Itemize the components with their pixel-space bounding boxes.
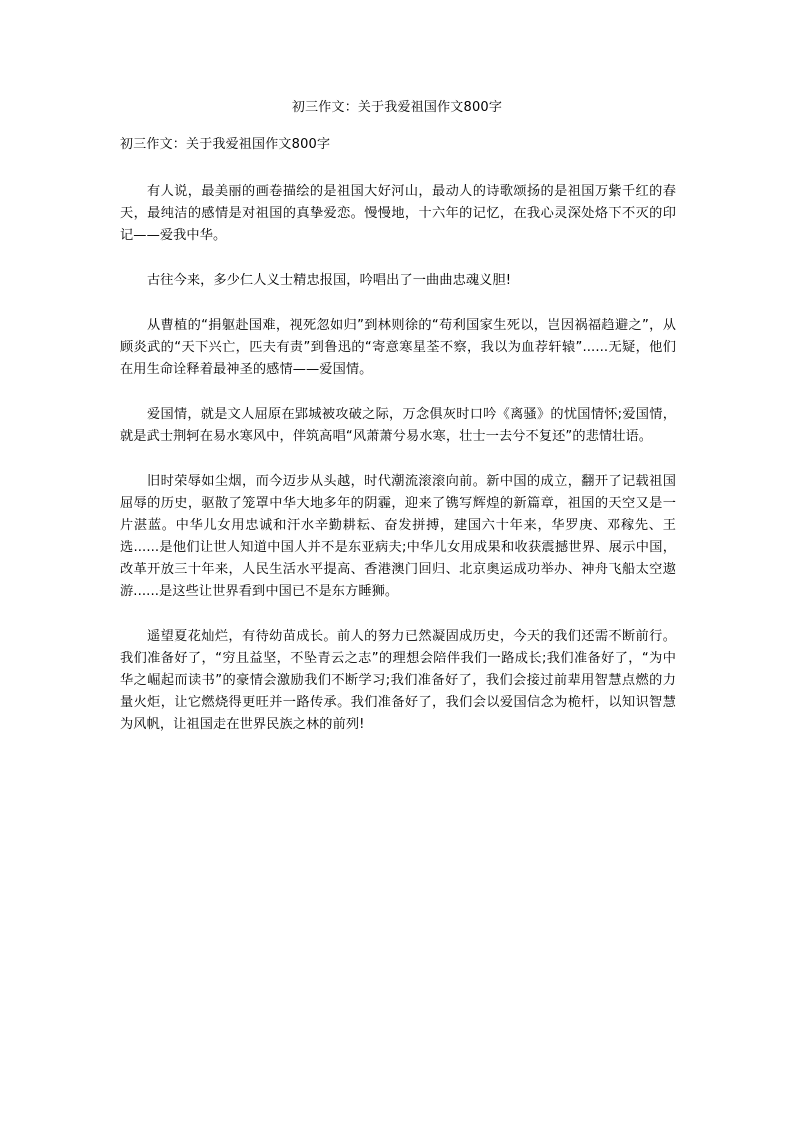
paragraph-quotes: 从曹植的“捐躯赴国难，视死忽如归”到林则徐的“苟利国家生死以，岂因祸福趋避之”，从顾炎武的“天下兴亡，匹夫有责”到鲁迅的“寄意寒星荃不察，我以为血荐轩辕”......无疑，他们在用生命诠释着最神圣的感情——爱国情。 <box>120 318 676 377</box>
paragraph-patriotism: 爱国情，就是文人屈原在郢城被攻破之际，万念俱灰时口吟《离骚》的忧国情怀;爱国情，就是武士荆轲在易水寒风中，伴筑高唱“风萧萧兮易水寒，壮士一去兮不复还”的悲情壮语。 <box>120 407 676 444</box>
document-body <box>120 181 676 759</box>
document-title: 初三作文：关于我爱祖国作文800字 <box>291 100 503 115</box>
paragraph-intro: 有人说，最美丽的画卷描绘的是祖国大好河山，最动人的诗歌颂扬的是祖国万紫千红的春天，最纯洁的感情是对祖国的真挚爱恋。慢慢地，十六年的记忆，在我心灵深处烙下不灭的印记——爱我中华。 <box>120 184 676 243</box>
paragraph-new-china: 旧时荣辱如尘烟，而今迈步从头越，时代潮流滚滚向前。新中国的成立，翻开了记载祖国屈辱的历史，驱散了笼罩中华大地多年的阴霾，迎来了镌写辉煌的新篇章，祖国的天空又是一片湛蓝。中华儿女用忠诚和汗水辛勤耕耘、奋发拼搏，建国六十年来，华罗庚、邓稼先、王选......是他们让世人知道中国人并不是东亚病夫;中华儿女用成果和收获震撼世界、展示中国，改革开放三十年来，人民生活水平提高、香港澳门回归、北京奥运成功举办、神舟飞船太空遨游......是这些让世界看到中国已不是东方睡狮。 <box>120 474 676 599</box>
paragraph-future: 遥望夏花灿烂，有待幼苗成长。前人的努力已然凝固成历史，今天的我们还需不断前行。我们准备好了，“穷且益坚，不坠青云之志”的理想会陪伴我们一路成长;我们准备好了，“为中华之崛起而读书”的豪情会激励我们不断学习;我们准备好了，我们会接过前辈用智慧点燃的力量火炬，让它燃烧得更旺并一路传承。我们准备好了，我们会以爱国信念为桅杆，以知识智慧为风帆，让祖国走在世界民族之林的前列! <box>120 629 676 732</box>
paragraph-patriots: 古往今来，多少仁人义士精忠报国，吟唱出了一曲曲忠魂义胆! <box>147 273 512 288</box>
document-subtitle: 初三作文：关于我爱祖国作文800字 <box>120 137 331 152</box>
